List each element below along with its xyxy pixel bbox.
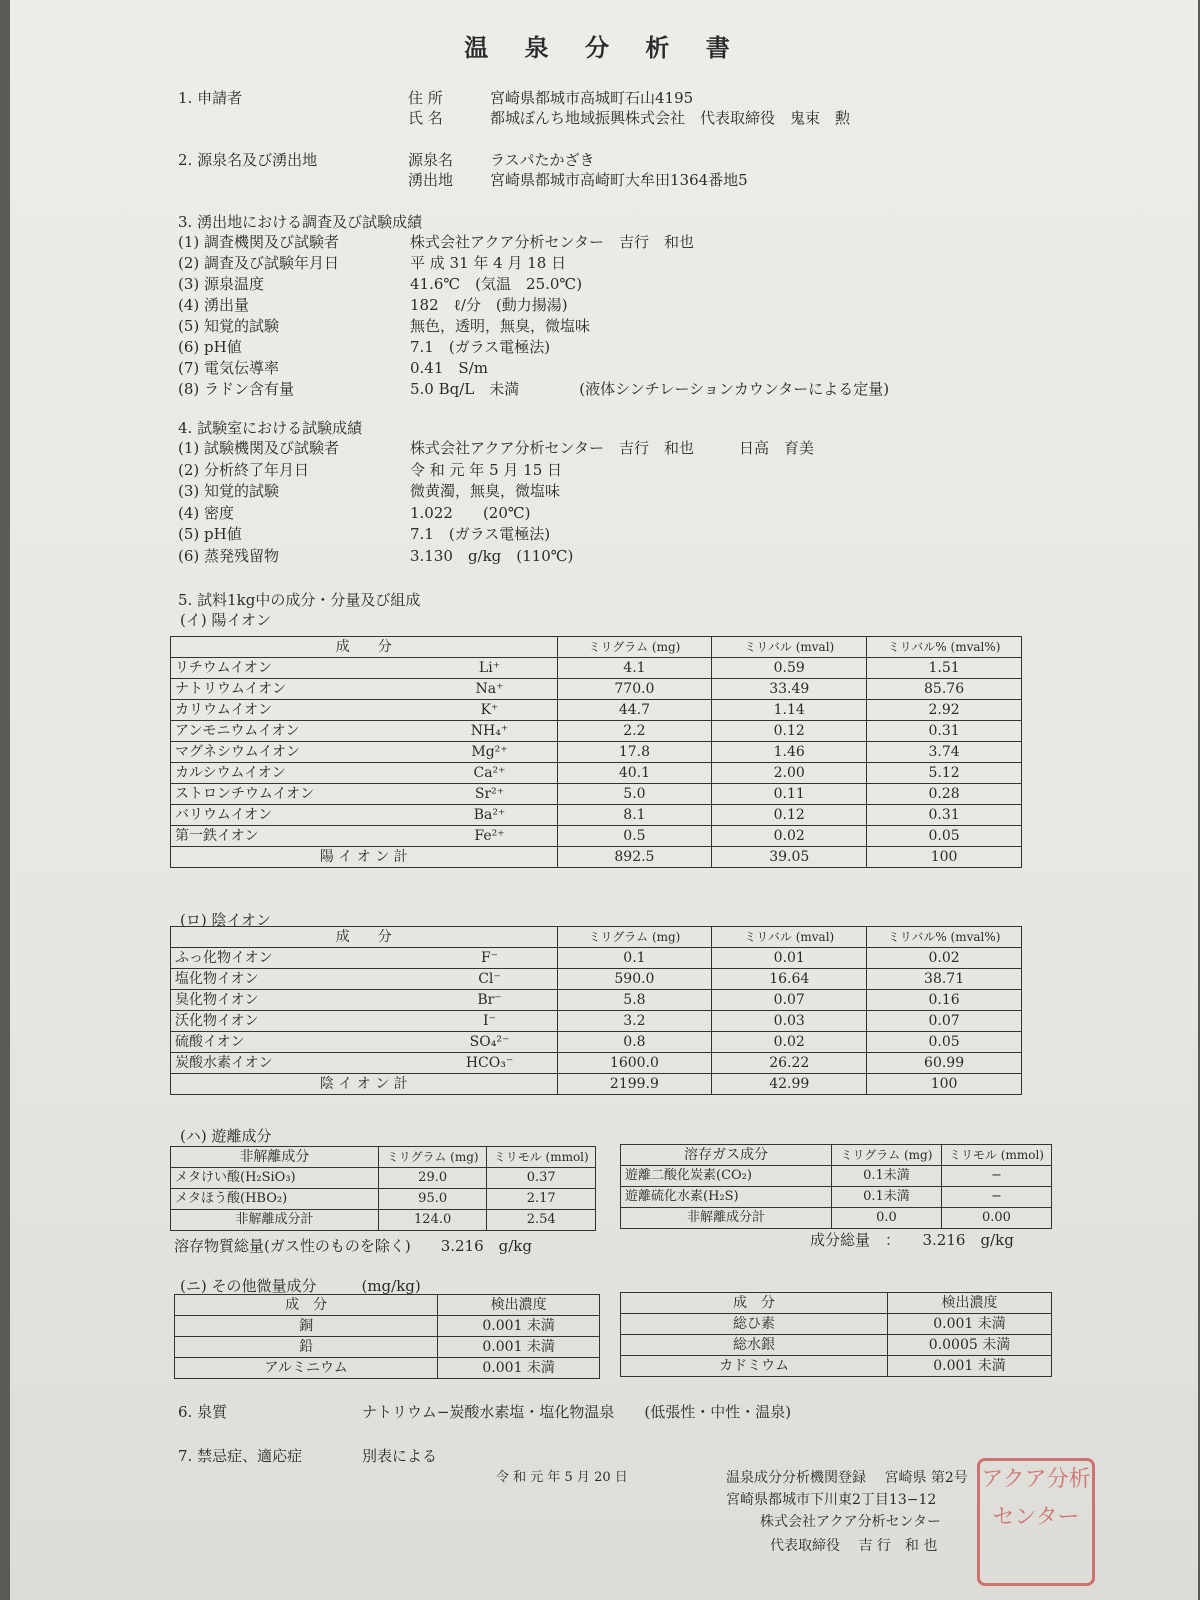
anion-header-row xyxy=(171,927,1022,948)
s4-heading: 4. 試験室における試験成績 xyxy=(178,419,363,437)
s2-src: ラスパたかざき xyxy=(490,151,595,169)
ion-symbol: HCO₃⁻ xyxy=(465,1055,514,1071)
ion-mval: 33.49 xyxy=(712,679,867,700)
row-value: 41.6℃ (気温 25.0℃) xyxy=(410,275,583,293)
col-mg: ミリグラム (mg) xyxy=(831,1145,941,1166)
trace-row xyxy=(621,1314,1052,1335)
ion-mval: 0.03 xyxy=(712,1011,867,1032)
row-value: 1.022 (20℃) xyxy=(410,503,531,522)
ion-row xyxy=(171,742,1022,763)
ion-pct: 0.31 xyxy=(867,805,1022,826)
trace-conc: 0.001 未満 xyxy=(888,1314,1052,1335)
trace-header-row xyxy=(621,1293,1052,1314)
row-label: (2) 分析終了年月日 xyxy=(178,460,310,479)
registration: 温泉成分分析機関登録 宮崎県 第2号 xyxy=(726,1470,968,1486)
row-value: 5.0 Bq/L 未満 (液体シンチレーションカウンターによる定量) xyxy=(410,380,890,398)
free-components-title: (ハ) 遊離成分 xyxy=(180,1127,272,1145)
ion-name-cell xyxy=(171,1053,558,1074)
component-mg: 29.0 xyxy=(378,1168,487,1189)
component-name: 遊離二酸化炭素(CO₂) xyxy=(621,1166,832,1187)
ion-mval: 0.02 xyxy=(712,826,867,847)
ion-symbol: Sr²⁺ xyxy=(474,786,505,802)
row-label: (2) 調査及び試験年月日 xyxy=(178,254,340,272)
trace-conc: 0.0005 未満 xyxy=(888,1335,1052,1356)
trace-name: 総水銀 xyxy=(621,1335,888,1356)
ion-row xyxy=(171,1053,1022,1074)
row-label: (8) ラドン含有量 xyxy=(178,380,295,398)
ion-pct: 38.71 xyxy=(867,969,1022,990)
component-mg: 95.0 xyxy=(378,1189,487,1210)
ion-name-cell xyxy=(171,742,558,763)
ion-name: 硫酸イオン xyxy=(175,1034,245,1050)
col-pct: ミリバル% (mval%) xyxy=(867,927,1022,948)
trace-conc: 0.001 未満 xyxy=(888,1356,1052,1377)
row-value: 株式会社アクア分析センター 吉行 和也 xyxy=(410,233,694,251)
s2-loc: 宮崎県都城市高崎町大牟田1364番地5 xyxy=(490,171,748,189)
ion-mg: 590.0 xyxy=(557,969,712,990)
ion-pct: 0.16 xyxy=(867,990,1022,1011)
component-name: 遊離硫化水素(H₂S) xyxy=(621,1187,832,1208)
component-total-label: 非解離成分計 xyxy=(171,1210,379,1231)
row-value: 7.1 (ガラス電極法) xyxy=(410,525,551,543)
ion-mval: 26.22 xyxy=(712,1053,867,1074)
component-total-mmol: 0.00 xyxy=(941,1208,1051,1229)
trace-conc: 0.001 未満 xyxy=(438,1358,600,1379)
lab-address: 宮崎県都城市下川東2丁目13−12 xyxy=(726,1492,937,1508)
ion-pct: 0.02 xyxy=(867,948,1022,969)
s1-addr: 宮崎県都城市高城町石山4195 xyxy=(490,89,694,107)
col-component: 成 分 xyxy=(175,1295,438,1316)
trace-table-left xyxy=(174,1294,600,1379)
gas-header: 溶存ガス成分 xyxy=(621,1145,832,1166)
s1-heading: 1. 申請者 xyxy=(178,89,243,107)
s6-heading: 6. 泉質 xyxy=(178,1403,228,1421)
trace-header-row xyxy=(175,1295,600,1316)
ion-row xyxy=(171,1032,1022,1053)
ion-total-mval: 39.05 xyxy=(712,847,867,868)
ion-name-cell xyxy=(171,1011,558,1032)
ion-name: リチウムイオン xyxy=(175,660,272,676)
trace-row xyxy=(621,1335,1052,1356)
anion-table xyxy=(170,926,1022,1095)
row-value: 平 成 31 年 4 月 18 日 xyxy=(410,254,567,272)
ion-mval: 1.14 xyxy=(712,700,867,721)
ion-total-row xyxy=(171,847,1022,868)
ion-mval: 0.02 xyxy=(712,1032,867,1053)
ion-mg: 44.7 xyxy=(557,700,712,721)
trace-title: (ニ) その他微量成分 (mg/kg) xyxy=(180,1277,421,1295)
ion-mg: 0.8 xyxy=(557,1032,712,1053)
ion-row xyxy=(171,679,1022,700)
ion-row xyxy=(171,721,1022,742)
ion-pct: 0.05 xyxy=(867,1032,1022,1053)
row-label: (7) 電気伝導率 xyxy=(178,359,280,377)
s1-name: 都城ぼんち地域振興株式会社 代表取締役 鬼束 勲 xyxy=(490,109,851,127)
col-conc: 検出濃度 xyxy=(888,1293,1052,1314)
ion-pct: 60.99 xyxy=(867,1053,1022,1074)
component-total-mmol: 2.54 xyxy=(487,1210,596,1231)
ion-name-cell xyxy=(171,784,558,805)
component-name: メタほう酸(HBO₂) xyxy=(171,1189,379,1210)
component-name: メタけい酸(H₂SiO₃) xyxy=(171,1168,379,1189)
ion-pct: 2.92 xyxy=(867,700,1022,721)
ion-pct: 0.28 xyxy=(867,784,1022,805)
ion-symbol: I⁻ xyxy=(483,1013,496,1029)
trace-name: 総ひ素 xyxy=(621,1314,888,1335)
component-mg: 0.1未満 xyxy=(831,1187,941,1208)
ion-name-cell xyxy=(171,679,558,700)
row-label: (4) 密度 xyxy=(178,503,235,522)
col-mval: ミリバル (mval) xyxy=(712,637,867,658)
component-total-mg: 0.0 xyxy=(831,1208,941,1229)
s1-addr-label: 住 所 xyxy=(408,89,443,107)
s3-heading: 3. 湧出地における調査及び試験成績 xyxy=(178,213,423,231)
ion-mg: 3.2 xyxy=(557,1011,712,1032)
ion-row xyxy=(171,700,1022,721)
s2-heading: 2. 源泉名及び湧出地 xyxy=(178,151,318,169)
ion-mg: 8.1 xyxy=(557,805,712,826)
ion-symbol: NH₄⁺ xyxy=(470,723,509,739)
ion-pct: 0.05 xyxy=(867,826,1022,847)
col-mg: ミリグラム (mg) xyxy=(557,637,712,658)
s2-src-label: 源泉名 xyxy=(408,151,454,169)
row-label: (1) 試験機関及び試験者 xyxy=(178,439,340,457)
ion-name-cell xyxy=(171,969,558,990)
cation-header-row xyxy=(171,637,1022,658)
ion-name-cell xyxy=(171,826,558,847)
trace-name: カドミウム xyxy=(621,1356,888,1377)
ion-pct: 5.12 xyxy=(867,763,1022,784)
row-value: 株式会社アクア分析センター 吉行 和也 日高 育美 xyxy=(410,439,814,457)
row-value: 3.130 g/kg (110℃) xyxy=(410,546,574,565)
lab-representative: 代表取締役 吉 行 和 也 xyxy=(770,1538,938,1554)
component-mmol: − xyxy=(941,1166,1051,1187)
component-row xyxy=(621,1187,1052,1208)
cation-title: (イ) 陽イオン xyxy=(180,611,272,629)
trace-name: 鉛 xyxy=(175,1337,438,1358)
ion-mg: 5.0 xyxy=(557,784,712,805)
col-mval: ミリバル (mval) xyxy=(712,927,867,948)
gas-header-row xyxy=(621,1145,1052,1166)
component-total: 成分総量 ： 3.216 g/kg xyxy=(810,1231,1014,1249)
dissolved-gas-table xyxy=(620,1144,1052,1229)
nd-header: 非解離成分 xyxy=(171,1147,379,1168)
ion-name: 塩化物イオン xyxy=(175,971,259,987)
ion-name: ナトリウムイオン xyxy=(175,681,287,697)
component-row xyxy=(171,1189,596,1210)
component-mmol: − xyxy=(941,1187,1051,1208)
ion-name-cell xyxy=(171,948,558,969)
row-label: (6) pH値 xyxy=(178,338,242,356)
col-mg: ミリグラム (mg) xyxy=(378,1147,487,1168)
col-component: 成 分 xyxy=(171,637,558,658)
ion-name: 沃化物イオン xyxy=(175,1013,259,1029)
ion-mg: 4.1 xyxy=(557,658,712,679)
trace-name: 銅 xyxy=(175,1316,438,1337)
company-seal-stamp xyxy=(977,1458,1095,1586)
ion-total-mval: 42.99 xyxy=(712,1074,867,1095)
row-label: (4) 湧出量 xyxy=(178,296,250,314)
trace-conc: 0.001 未満 xyxy=(438,1316,600,1337)
component-mg: 0.1未満 xyxy=(831,1166,941,1187)
col-mmol: ミリモル (mmol) xyxy=(941,1145,1051,1166)
s1-name-label: 氏 名 xyxy=(408,109,443,127)
ion-name-cell xyxy=(171,763,558,784)
component-total-mg: 124.0 xyxy=(378,1210,487,1231)
ion-row xyxy=(171,784,1022,805)
ion-name-cell xyxy=(171,721,558,742)
ion-symbol: Cl⁻ xyxy=(478,971,501,987)
ion-row xyxy=(171,990,1022,1011)
ion-symbol: Ca²⁺ xyxy=(473,765,506,781)
ion-mval: 1.46 xyxy=(712,742,867,763)
ion-name-cell xyxy=(171,700,558,721)
ion-mval: 2.00 xyxy=(712,763,867,784)
ion-mg: 2.2 xyxy=(557,721,712,742)
col-mmol: ミリモル (mmol) xyxy=(487,1147,596,1168)
row-value: 無色，透明，無臭，微塩味 xyxy=(410,317,591,335)
s6-value: ナトリウム−炭酸水素塩・塩化物温泉 (低張性・中性・温泉) xyxy=(362,1403,792,1421)
component-row xyxy=(171,1168,596,1189)
component-row xyxy=(621,1166,1052,1187)
ion-name-cell xyxy=(171,1032,558,1053)
ion-mval: 0.11 xyxy=(712,784,867,805)
s7-heading: 7. 禁忌症、適応症 xyxy=(178,1447,303,1465)
row-value: 微黄濁，無臭，微塩味 xyxy=(410,482,561,500)
ion-mval: 0.01 xyxy=(712,948,867,969)
col-component: 成 分 xyxy=(171,927,558,948)
ion-mval: 0.12 xyxy=(712,805,867,826)
trace-conc: 0.001 未満 xyxy=(438,1337,600,1358)
non-dissociated-table xyxy=(170,1146,596,1231)
component-total-label: 非解離成分計 xyxy=(621,1208,832,1229)
row-value: 0.41 S/m xyxy=(410,359,488,377)
ion-name: 臭化物イオン xyxy=(175,992,259,1008)
nd-header-row xyxy=(171,1147,596,1168)
ion-row xyxy=(171,826,1022,847)
ion-name-cell xyxy=(171,805,558,826)
anion-title: (ロ) 陰イオン xyxy=(180,911,272,929)
ion-name-cell xyxy=(171,990,558,1011)
ion-name: 炭酸水素イオン xyxy=(175,1055,273,1071)
ion-symbol: Mg²⁺ xyxy=(471,744,508,760)
dissolved-total: 溶存物質総量(ガス性のものを除く) 3.216 g/kg xyxy=(174,1237,532,1255)
ion-symbol: K⁺ xyxy=(480,702,499,718)
ion-name: 第一鉄イオン xyxy=(175,828,259,844)
document-title: 温 泉 分 析 書 xyxy=(464,33,744,62)
ion-name: アンモニウムイオン xyxy=(175,723,300,739)
trace-row xyxy=(175,1316,600,1337)
ion-name: カリウムイオン xyxy=(175,702,273,718)
ion-symbol: Ba²⁺ xyxy=(473,807,506,823)
trace-row xyxy=(621,1356,1052,1377)
trace-table-right xyxy=(620,1292,1052,1377)
row-label: (5) 知覚的試験 xyxy=(178,317,280,335)
ion-row xyxy=(171,1011,1022,1032)
ion-mval: 0.12 xyxy=(712,721,867,742)
ion-total-pct: 100 xyxy=(867,1074,1022,1095)
ion-mg: 40.1 xyxy=(557,763,712,784)
ion-row xyxy=(171,763,1022,784)
col-component: 成 分 xyxy=(621,1293,888,1314)
ion-mval: 0.59 xyxy=(712,658,867,679)
ion-symbol: Na⁺ xyxy=(475,681,504,697)
ion-mg: 0.5 xyxy=(557,826,712,847)
ion-row xyxy=(171,948,1022,969)
ion-mg: 5.8 xyxy=(557,990,712,1011)
component-total-row xyxy=(621,1208,1052,1229)
ion-total-label: 陽 イ オ ン 計 xyxy=(171,847,558,868)
component-mmol: 2.17 xyxy=(487,1189,596,1210)
ion-row xyxy=(171,805,1022,826)
ion-total-row xyxy=(171,1074,1022,1095)
row-label: (6) 蒸発残留物 xyxy=(178,546,280,565)
lab-company: 株式会社アクア分析センター xyxy=(760,1514,942,1530)
row-value: 令 和 元 年 5 月 15 日 xyxy=(410,460,563,479)
issue-date: 令 和 元 年 5 月 20 日 xyxy=(496,1470,628,1485)
ion-symbol: Br⁻ xyxy=(477,992,502,1008)
ion-mval: 16.64 xyxy=(712,969,867,990)
row-value: 182 ℓ/分 (動力揚湯) xyxy=(410,296,568,314)
ion-name: バリウムイオン xyxy=(175,807,273,823)
row-label: (5) pH値 xyxy=(178,525,242,543)
row-label: (1) 調査機関及び試験者 xyxy=(178,233,340,251)
ion-total-pct: 100 xyxy=(867,847,1022,868)
ion-row xyxy=(171,969,1022,990)
trace-row xyxy=(175,1337,600,1358)
col-mg: ミリグラム (mg) xyxy=(557,927,712,948)
ion-total-mg: 892.5 xyxy=(557,847,712,868)
document-page xyxy=(10,0,1198,1600)
ion-symbol: F⁻ xyxy=(480,950,499,966)
s7-value: 別表による xyxy=(362,1447,438,1465)
ion-total-mg: 2199.9 xyxy=(557,1074,712,1095)
ion-name: マグネシウムイオン xyxy=(175,744,301,760)
row-value: 7.1 (ガラス電極法) xyxy=(410,338,551,356)
ion-name: ストロンチウムイオン xyxy=(175,786,315,802)
ion-mg: 770.0 xyxy=(557,679,712,700)
ion-name: カルシウムイオン xyxy=(175,765,286,781)
ion-pct: 0.31 xyxy=(867,721,1022,742)
s5-heading: 5. 試料1kg中の成分・分量及び組成 xyxy=(178,591,421,609)
stamp-text: アクア分析センター xyxy=(981,1467,1091,1530)
col-conc: 検出濃度 xyxy=(438,1295,600,1316)
ion-pct: 1.51 xyxy=(867,658,1022,679)
ion-pct: 3.74 xyxy=(867,742,1022,763)
ion-mg: 0.1 xyxy=(557,948,712,969)
row-label: (3) 源泉温度 xyxy=(178,275,265,293)
component-mmol: 0.37 xyxy=(487,1168,596,1189)
trace-row xyxy=(175,1358,600,1379)
ion-pct: 0.07 xyxy=(867,1011,1022,1032)
ion-symbol: SO₄²⁻ xyxy=(469,1034,510,1050)
row-label: (3) 知覚的試験 xyxy=(178,482,280,500)
ion-mg: 17.8 xyxy=(557,742,712,763)
col-pct: ミリバル% (mval%) xyxy=(867,637,1022,658)
component-total-row xyxy=(171,1210,596,1231)
ion-mval: 0.07 xyxy=(712,990,867,1011)
ion-name: ふっ化物イオン xyxy=(175,950,273,966)
trace-name: アルミニウム xyxy=(175,1358,438,1379)
s2-loc-label: 湧出地 xyxy=(408,171,454,189)
cation-table xyxy=(170,636,1022,868)
ion-symbol: Li⁺ xyxy=(478,660,501,676)
ion-mg: 1600.0 xyxy=(557,1053,712,1074)
ion-symbol: Fe²⁺ xyxy=(474,828,505,844)
ion-row xyxy=(171,658,1022,679)
ion-name-cell xyxy=(171,658,558,679)
ion-pct: 85.76 xyxy=(867,679,1022,700)
ion-total-label: 陰 イ オ ン 計 xyxy=(171,1074,558,1095)
